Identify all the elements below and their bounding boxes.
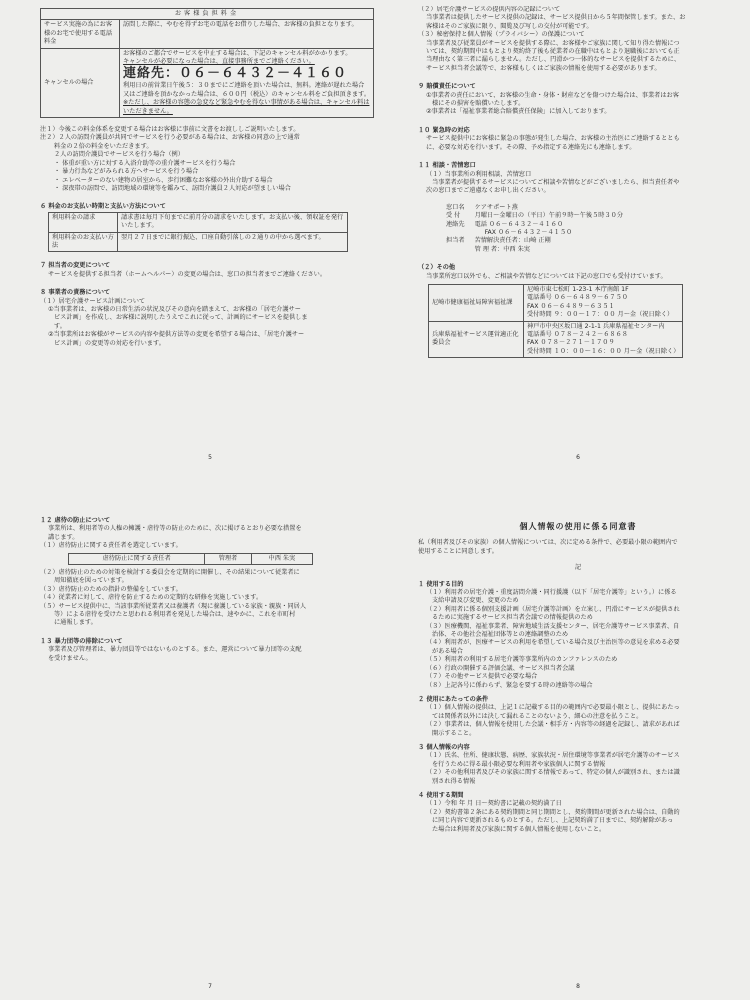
office-fax: FAX ０６－６４３２－４１５０ [484,228,573,236]
text-line: がある場合 [432,647,463,655]
text-line: 注２）２人の訪問介護員が共同でサービスを行う必要がある場合は、お客様の同意の上で通常 [40,134,300,142]
text-line: 電話番号 ０６－６４８９－６７５０ [527,294,628,302]
payment-table [48,212,348,253]
text-line: 事業所は、利用者等の人権の擁護・虐待等の防止のために、次に掲げるとおり必要な措置を [48,525,302,533]
text-line: （３）医療機関、福祉事業者、障害地域生活支援センター、居宅介護等サービス事業者、自 [426,622,680,630]
text-line: 受付時間 ９：００～１７：００ 月～金（祝日除く） [527,311,674,319]
text-line: 当事業所窓口以外でも、ご相談や苦情などについては下記の窓口でも受付けています。 [426,272,667,280]
text-line: ②当事業所はお客様がサービスの内容や提供方法等の変更を希望する場合は、「居宅介護サー [48,331,305,339]
text-line: （５）利用者の利用する居宅介護等事業所内のカンファレンスのため [426,656,618,664]
text-line: （４）利用者が、医療サービスの利用を希望している場合及び主治医等の意見を求める必要 [426,639,680,647]
text-line: （６）行政の開催する評価会議、サービス担当者会議 [426,664,575,672]
page-number-8: 8 [576,982,580,990]
text-line: 電話番号 ０７８－２４２－６８６８ [527,331,628,338]
table-cell [446,246,475,254]
text-line: サービス実施の為にお客様のお宅で使用する電話料金 [44,21,113,46]
text-line: （３）秘密保持と個人情報（プライバシー）の保護について [418,31,585,39]
fee-table [40,8,374,118]
office-phone: 電話 ０６－６４３２－４１６０ [474,220,564,228]
contact-info [446,204,623,254]
text-line: ２ 使用にあたっての条件 [418,695,489,703]
text-line: た場合は利用者及び家族に関する個人情報を使用しないこと。 [432,825,606,833]
text-line: 注１）今後この料金体系を変更する場合はお客様に事前に文書をお渡ししご説明いたします。 [40,126,300,134]
text-line: （２）居宅介護サービスの提供内容の記録について [418,6,561,13]
text-line: （１）個人情報の提供は、上記１に記載する目的の範囲内で必要最小限とし、提供にあたっ [426,704,680,712]
text-line: 利用日の前営業日午後５：３０までにご連絡を頂いた場合は、無料。連絡が遅れた場合又はご連絡を頂かなかった場合は、６００円（税込）のキャンセル料をご負担頂きます。 [123,82,371,98]
text-line: ①事業者の責任において、お客様の生命・身体・財産などを傷つけた場合は、事業者はお客 [426,91,679,99]
table-part [446,246,623,254]
text-line: 当事業者は提供したサービス提供の記録は、サービス提供日から５年間保管します。また、お [426,14,686,22]
table-cell: ケアサポート燕 [474,203,518,211]
text-line: （８）上記各号に係わらず、緊急を要する時の連絡等の場合 [426,681,593,689]
table-cell: 受 付 [446,212,461,220]
text-line: キャンセルが必要になった場合は、直接事務所までご連絡ください。 [123,58,315,66]
text-line: 私（利用者及びその家族）の個人情報については、次に定める条件で、必要最小限の範囲内で [418,539,678,547]
text-line: るために実施するサービス担当者会議での情報提供のため [432,614,593,622]
page-number-7: 7 [208,982,212,990]
text-line: 受付時間 １０：００～１６：００ 月～金（祝日除く） [527,347,680,355]
fee-notes [40,126,380,193]
fee-table-header: お客様負担料金 [41,9,374,20]
text-line: に同じ内容で更新されるものとする。ただし、上記契約満了日までに、契約解除があっ [432,817,674,825]
text-line: （２）利用者に係る個別支援計画（居宅介護等計画）を立案し、円滑にサービスが提供され [426,605,680,613]
text-line: サービスを提供する担当者（ホームヘルパー）の変更の場合は、窓口の担当者までご連絡ください。 [48,270,327,278]
table-cell: 利用料金の請求 [49,212,118,232]
text-line: （１）令和 年 月 日～契約書に記載の契約満了日 [426,800,562,808]
text-line: サービス提供中にお客様に緊急の事態が発生した場合、お客様の主治医にご連絡するととも [426,135,680,143]
table-cell: 虐待防止に関する責任者 [69,553,205,564]
text-line: サービス担当者会議等で、お客様もしくはご家族の情報を使用する必要があります。 [426,64,661,72]
text-line: 開示すること。 [432,729,476,737]
text-line: す。 [54,322,66,330]
text-line: 等）による虐待を受けたと思われる利用者を発見した場合は、速やかに、これを市町村 [54,611,296,619]
table-part [49,212,348,232]
text-line: 料金の２倍の料金をいただきます。 [54,142,153,150]
text-line: 尼崎市東七松町 1-23-1 本庁南館 1F [527,285,629,293]
text-line: ビス計画」の変更等の対応を行います。 [54,339,165,347]
table-cell: 請求書は毎月下旬までに前月分の請求をいたします。お支払い後、領収証を発行いたします。 [118,212,348,232]
table-part [446,237,623,245]
table-part [446,204,623,212]
text-line: １ 使用する目的 [418,580,464,588]
text-line: 別され得る情報 [432,777,476,785]
table-part [429,321,683,358]
text-line: FAX ０７８－２７１－１７０９ [527,339,615,347]
table-part [446,221,623,229]
table-part [41,48,374,117]
section-8-title: ８ 事業者の責務について [40,289,111,297]
text-line: ２人の訪問介護員でサービスを行う場合（例） [54,151,184,159]
text-line: （７）その他サービス提供で必要な場合 [426,673,538,681]
text-line: 次の窓口までご遠慮なくお申し出ください。 [426,187,550,195]
other-title: （２）その他 [418,264,456,272]
table-part [69,553,313,564]
section-11-title: １１ 相談・苦情窓口 [418,162,476,170]
text-line: （５）サービス提供中に、当該事業所従業者又は養護者（現に養護している家族・親族・同居人 [40,602,307,610]
text-line: 治体、その他社会福祉団体等との連絡調整のため [432,631,569,639]
text-line: キャンセルの場合 [44,78,94,86]
table-part [49,232,348,252]
table-cell: 利用料金のお支払い方法 [49,232,118,252]
text-line: （４）従業者に対して、虐待を防止するための定期的な研修を実施しています。 [40,594,263,602]
text-line: （２）契約書第２条にある契約期間と同じ期間とし、契約期間が更新された場合は、自動的 [426,808,680,816]
table-part [429,284,683,321]
table-cell [524,321,683,358]
section-10-title: １０ 緊急時の対応 [418,126,470,134]
external-contact-table [428,284,683,358]
text-line: 使用することに同意します。 [418,547,498,555]
text-line: 周知徹底を図っています。 [54,577,128,585]
page-6 [418,6,738,466]
text-line: 神戸市中央区坂口通 2-1-1 兵庫県福祉センター内 [527,322,665,330]
text-line: （２）虐待防止のための対策を検討する委員会を定期的に開催し、その結果について従業者に [40,569,300,577]
text-line: ・ 深夜帯の訪問で、訪問地域の環境等を鑑みて、訪問介護員２人対応が望ましい場合 [54,184,291,192]
text-line: ・ 体重が重い方に対する入浴介助等の重介護サービスを行う場合 [54,159,236,167]
table-part [49,212,348,252]
table-part [446,204,623,254]
table-cell [524,284,683,321]
text-line: ・ 暴力行為などがみられる方へサービスを行う場合 [54,168,199,176]
text-line: お客様のご都合でサービスを中止する場合は、下記のキャンセル料がかかります。 [123,49,352,57]
text-line: 当事業者及び従業員がサービスを提供する際に、お客様やご家族に関して知り得た情報につ [426,39,680,47]
text-line: いては、契約期間中はもとより契約終了後も従業者の在職中はもとより退職後においても正 [426,48,680,56]
table-part [41,9,374,118]
org-2-name: 兵庫県福祉サービス運営適正化委員会 [429,321,524,358]
text-line: 様にその損害を賠償いたします。 [432,100,525,108]
phone-fee-label [41,20,120,48]
text-line: に通報します。 [54,619,97,627]
table-part [41,20,374,48]
section-9-title: ９ 賠償責任について [418,83,476,91]
text-line: （２）事業者は、個人情報を使用した会議・相手方・内容等の経過を記録し、請求があれば [426,721,680,729]
text-line: ビス計画」を作成し、お客様に説明したうえでこれに従って、計画的にサービスを提供しま [54,314,308,322]
text-line: FAX ０６－６４８９－６３５１ [527,302,615,310]
cancel-fee-label [41,48,120,117]
table-part [41,9,374,20]
text-line: ４ 使用する期間 [418,791,464,799]
section-13-title: １３ 暴力団等の排除について [40,637,123,645]
table-part [446,212,623,220]
text-line: （１）当事業所の利用相談、苦情窓口 [426,170,532,178]
table-cell: 苦情解決責任者：山崎 正剛 [474,237,551,245]
text-line: 訪問した際に、やむを得ずお宅の電話をお借りした場合、お客様の負担となります。 [123,21,358,29]
page-5 [40,6,380,466]
table-cell: 翌月２７日までに銀行振込、口座自動引落しの２通りの中から選べます。 [118,232,348,252]
org-1-name: 尼崎市健康福祉局障害福祉課 [429,284,524,321]
text-line: ３ 個人情報の内容 [418,743,470,751]
text-line: 当理由なく第三者に漏らしません。ただし、円滑かつ一体的なサービスを提供するために、 [426,56,681,64]
text-line: ②事業者は「福祉事業者総合賠償責任保険」に加入しております。 [426,108,611,116]
text-line: （２）その他利用者及びその家族に関する情報であって、特定の個人が識別され、または識 [426,769,680,777]
text-line: 客様はそのご家族に限り、閲覧及び写しの交付が可能です。 [426,22,593,30]
text-line: （１）居宅介護サービス計画について [40,297,146,305]
section-12-title: １２ 虐待の防止について [40,517,111,524]
page-number-6: 6 [576,453,580,461]
text-line: を受けません。 [48,654,92,662]
ki-mark: 記 [574,564,582,572]
cancel-phone-number: 連絡先：０６－６４３２－４１６０ [123,66,348,82]
text-line: 支給申請及び変更、変更のため [432,597,519,605]
text-line: ・ エレベーターのない建物の居室から、歩行困難なお客様の外出介助する場合 [54,176,273,184]
table-cell: 窓口名 [446,203,465,211]
text-line: ①当事業者は、お客様の日常生活の状況及びその意向を踏まえて、お客様の「居宅介護サー [48,305,301,313]
section-7-title: ７ 担当者の変更について [40,262,111,270]
table-part [429,284,683,357]
consent-title: 個人情報の使用に係る同意書 [519,522,637,531]
text-line: （３）虐待防止のための指針の整備をしています。 [40,585,182,593]
table-cell: 管理者 [205,553,251,564]
table-part [69,553,313,564]
table-cell: 中西 朱実 [251,553,312,564]
text-line: （１）氏名、住所、健康状態、病歴、家族状況・居住環境等事業者が居宅介護等のサービス [426,752,680,760]
text-line: 事業者及び管理者は、暴力団員等ではないものとする。また、運営について暴力団等の支配 [48,646,302,654]
abuse-officer-table [68,553,313,565]
phone-fee-text [120,20,374,48]
cancel-fee-text [120,48,374,117]
text-line: を行うために得る最小限必要な利用者や家族個人に関する情報 [432,760,606,768]
text-line: ※ただし、お客様の容態の急変など緊急やむを得ない事情がある場合は、キャンセル料はいただきません。 [123,99,370,115]
text-line: （１）虐待防止に関する責任者を選定しています。 [40,542,182,550]
table-cell: 担当者 [446,237,465,245]
page-8 [418,515,738,995]
text-line: に、必要な対応を行います。その際、予め指定する連絡先にも連絡します。 [426,143,636,151]
text-line: 講じます。 [48,533,79,541]
page-number-5: 5 [208,453,212,461]
page-7 [40,515,380,995]
text-line: 当事業者が提供するサービスについてご相談や苦情などがございましたら、担当責任者や [432,178,680,186]
table-cell: 管 理 者：中西 朱実 [474,245,530,253]
text-line: ては関係者以外には決して漏れることのないよう、細心の注意を払うこと。 [432,712,643,720]
section-6-title: ６ 料金のお支払い時期と支払い方法について [40,203,166,211]
table-cell: 連絡先 [446,220,465,228]
table-cell: 月曜日～金曜日の（平日）午前９時～午後５時３０分 [474,212,624,220]
text-line: （１）利用者の居宅介護・重度訪問介護・同行援護（以下「居宅介護等」という。）に係る [426,589,677,597]
